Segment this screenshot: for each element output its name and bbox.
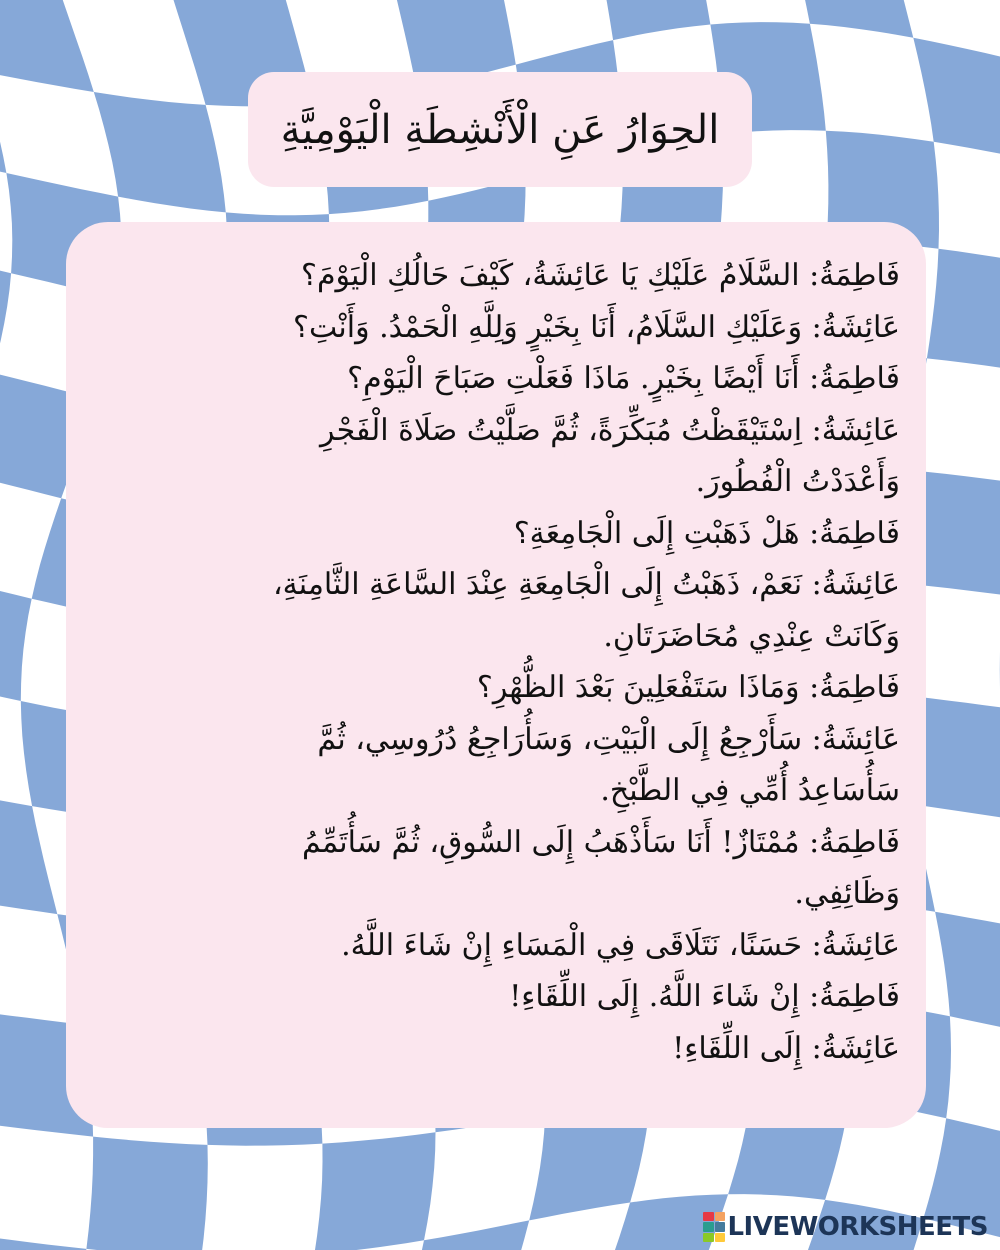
page-title: الحِوَارُ عَنِ الْأَنْشِطَةِ الْيَوْمِيَّةِ	[280, 106, 720, 153]
speaker-name: فَاطِمَةُ:	[809, 361, 900, 396]
dialogue-line	[250, 971, 900, 1023]
dialogue-line	[250, 508, 900, 560]
liveworksheets-logo-icon	[703, 1212, 725, 1242]
checker-tile	[94, 92, 226, 212]
speaker-name: فَاطِمَةُ:	[809, 515, 900, 551]
checker-tile	[0, 0, 94, 92]
checker-tile	[0, 251, 11, 373]
dialogue-line	[250, 302, 900, 354]
dialogue-line	[250, 714, 900, 817]
speaker-name: عَائِشَةُ:	[811, 412, 900, 448]
speaker-name: فَاطِمَةُ:	[809, 824, 900, 860]
dialogue-line	[250, 662, 900, 714]
dialogue-text: مُمْتَازٌ! أَنَا سَأَذْهَبُ إِلَى السُّوقِ، ثُمَّ سَأُتَمِّمُ وَظَائِفِي.	[302, 824, 900, 911]
dialogue-line	[250, 920, 900, 972]
dialogue-text: وَعَلَيْكِ السَّلَامُ، أَنَا بِخَيْرٍ وَلِلَّهِ الْحَمْدُ. وَأَنْتِ؟	[293, 309, 803, 345]
speaker-name: فَاطِمَةُ:	[809, 670, 900, 705]
watermark-text: LIVEWORKSHEETS	[727, 1212, 988, 1242]
dialogue-line	[250, 405, 900, 508]
dialogue-text: إِنْ شَاءَ اللَّهُ. إِلَى اللِّقَاءِ!	[509, 979, 800, 1014]
dialogue-text: السَّلَامُ عَلَيْكِ يَا عَائِشَةُ، كَيْفَ حَالُكِ الْيَوْمَ؟	[301, 258, 800, 293]
speaker-name: عَائِشَةُ:	[811, 309, 900, 345]
dialogue-line	[250, 817, 900, 920]
dialogue-line	[250, 1023, 900, 1075]
speaker-name: عَائِشَةُ:	[811, 721, 900, 757]
dialogue-list	[250, 250, 900, 1074]
liveworksheets-logo	[703, 1212, 988, 1242]
dialogue-text: سَأَرْجِعُ إِلَى الْبَيْتِ، وَسَأُرَاجِعُ دُرُوسِي، ثُمَّ سَأُسَاعِدُ أُمِّي فِي الطَّبْخِ.	[317, 721, 900, 808]
speaker-name: عَائِشَةُ:	[811, 567, 900, 602]
speaker-name: فَاطِمَةُ:	[809, 979, 900, 1014]
dialogue-text: إِلَى اللِّقَاءِ!	[672, 1030, 803, 1066]
dialogue-text: أَنَا أَيْضًا بِخَيْرٍ. مَاذَا فَعَلْتِ صَبَاحَ الْيَوْمِ؟	[347, 361, 800, 396]
checker-tile	[594, 0, 711, 40]
checker-tile	[0, 1235, 86, 1250]
dialogue-text: نَعَمْ، ذَهَبْتُ إِلَى الْجَامِعَةِ عِنْدَ السَّاعَةِ الثَّامِنَةِ، وَكَانَتْ عِنْدِي مُحَاضَرَتَانِ.	[273, 567, 900, 654]
title-banner	[248, 72, 752, 187]
dialogue-line	[250, 559, 900, 662]
checker-tile	[927, 249, 1000, 374]
speaker-name: عَائِشَةُ:	[811, 1030, 900, 1066]
speaker-name: فَاطِمَةُ:	[809, 258, 900, 293]
speaker-name: عَائِشَةُ:	[811, 927, 900, 963]
checker-tile	[314, 1132, 435, 1250]
checker-tile	[86, 1137, 207, 1250]
checker-tile	[0, 576, 32, 701]
dialogue-text: هَلْ ذَهَبْتِ إِلَى الْجَامِعَةِ؟	[513, 515, 800, 551]
dialogue-text: اِسْتَيْقَظْتُ مُبَكِّرَةً، ثُمَّ صَلَّيْتُ صَلَاةَ الْفَجْرِ وَأَعْدَدْتُ الْفُطُورَ.	[320, 412, 900, 499]
dialogue-text: وَمَاذَا سَتَفْعَلِينَ بَعْدَ الظُّهْرِ؟	[476, 670, 800, 705]
dialogue-text: حَسَنًا، نَتَلَاقَى فِي الْمَسَاءِ إِنْ شَاءَ اللَّهُ.	[341, 927, 803, 963]
dialogue-line	[250, 250, 900, 302]
dialogue-line	[250, 353, 900, 405]
